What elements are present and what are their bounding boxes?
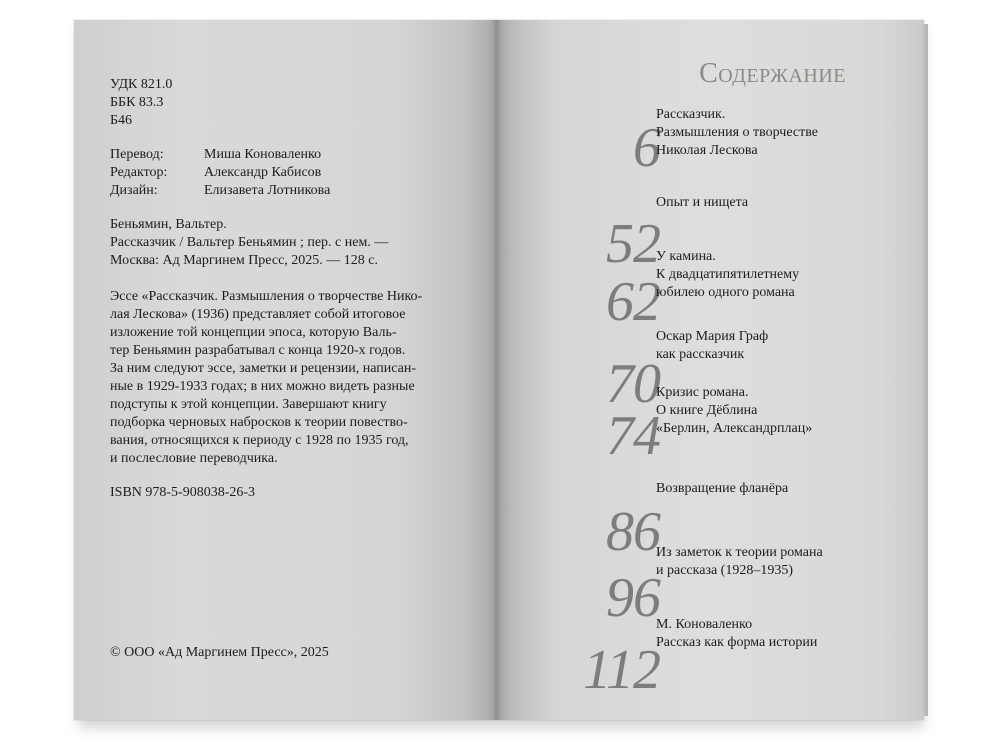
toc-page-number: 74 — [606, 405, 660, 467]
bib-line: Москва: Ад Маргинем Пресс, 2025. — 128 с. — [110, 253, 379, 268]
annotation-line: изложение той концепции эпоса, которую Валь- — [110, 325, 397, 340]
isbn: ISBN 978-5-908038-26-3 — [110, 485, 256, 500]
toc-entry — [496, 248, 924, 333]
credit-role: Перевод: — [110, 147, 164, 162]
library-codes — [110, 76, 172, 130]
toc-page-number: 112 — [583, 639, 660, 701]
toc-title: Содержание — [699, 58, 846, 89]
annotation-line: и послесловие переводчика. — [110, 451, 278, 466]
toc-entry-title — [656, 194, 748, 212]
toc-line: О книге Дёблина — [656, 403, 758, 418]
toc-entry — [496, 384, 924, 467]
toc-line: Николая Лескова — [656, 143, 758, 158]
credit-name: Александр Кабисов — [204, 165, 322, 180]
toc-page-number: 52 — [606, 213, 660, 275]
left-page — [74, 20, 496, 720]
bibliographic-record — [110, 216, 388, 270]
toc-line: Размышления о творчестве — [656, 125, 818, 140]
credit-row — [110, 182, 330, 200]
credit-name: Миша Коноваленко — [204, 147, 322, 162]
toc-entry-title — [656, 480, 788, 498]
credit-name: Елизавета Лотникова — [204, 183, 331, 198]
toc-entry-title — [656, 328, 768, 364]
annotation-line: За ним следуют эссе, заметки и рецензии, написан- — [110, 361, 417, 376]
toc-line: и рассказа (1928–1935) — [656, 563, 794, 578]
toc-entry-title — [656, 106, 818, 160]
toc-line: юбилею одного романа — [656, 285, 795, 300]
annotation-line: вания, относящихся к периоду с 1928 по 1935 год, — [110, 433, 409, 448]
toc-line: Опыт и нищета — [656, 195, 749, 210]
toc-line: К двадцатипятилетнему — [656, 267, 800, 282]
bbk-code: ББК 83.3 — [110, 95, 164, 110]
bib-line: Беньямин, Вальтер. — [110, 217, 227, 232]
annotation-line: Эссе «Рассказчик. Размышления о творчестве Нико- — [110, 289, 423, 304]
toc-line: Кризис романа. — [656, 385, 749, 400]
toc-entry-title — [656, 544, 823, 580]
toc-entry — [496, 106, 924, 179]
annotation-line: лая Лескова» (1936) представляет собой итоговое — [110, 307, 406, 322]
udk-code: УДК 821.0 — [110, 77, 173, 92]
toc-entry-title — [656, 248, 799, 302]
toc-page-number: 6 — [633, 117, 660, 179]
bib-line: Рассказчик / Вальтер Беньямин ; пер. с нем. — — [110, 235, 389, 250]
toc-line: М. Коноваленко — [656, 617, 753, 632]
toc-entry-title — [656, 384, 812, 438]
annotation-line: ные в 1929-1933 годах; в них можно видеть разные — [110, 379, 415, 394]
toc-page-number: 96 — [606, 567, 660, 629]
toc-page-number: 86 — [606, 501, 660, 563]
toc-line: Возвращение фланёра — [656, 481, 789, 496]
author-mark: Б46 — [110, 113, 133, 128]
toc-entry — [496, 616, 924, 701]
credit-row — [110, 146, 330, 164]
toc-page-number: 62 — [606, 271, 660, 333]
toc-line: Оскар Мария Граф — [656, 329, 769, 344]
right-page — [496, 20, 924, 720]
annotation-line: подступы к этой концепции. Завершают книгу — [110, 397, 387, 412]
toc-page-number: 70 — [606, 353, 660, 415]
copyright: © ООО «Ад Маргинем Пресс», 2025 — [110, 645, 329, 660]
credit-role: Дизайн: — [110, 183, 158, 198]
annotation-line: тер Беньямин разрабатывал с конца 1920-х годов. — [110, 343, 406, 358]
toc-line: У камина. — [656, 249, 716, 264]
credits-block — [110, 146, 330, 200]
toc-line: Рассказчик. — [656, 107, 726, 122]
toc-entry-title — [656, 616, 817, 652]
credit-role: Редактор: — [110, 165, 168, 180]
annotation — [110, 288, 450, 468]
toc-line: «Берлин, Александрплац» — [656, 421, 813, 436]
toc-line: Рассказ как форма истории — [656, 635, 818, 650]
book-gutter — [490, 20, 502, 720]
open-book — [74, 20, 924, 726]
credit-row — [110, 164, 330, 182]
toc-line: Из заметок к теории романа — [656, 545, 823, 560]
toc-line: как рассказчик — [656, 347, 745, 362]
annotation-line: подборка черновых набросков к теории повество- — [110, 415, 408, 430]
